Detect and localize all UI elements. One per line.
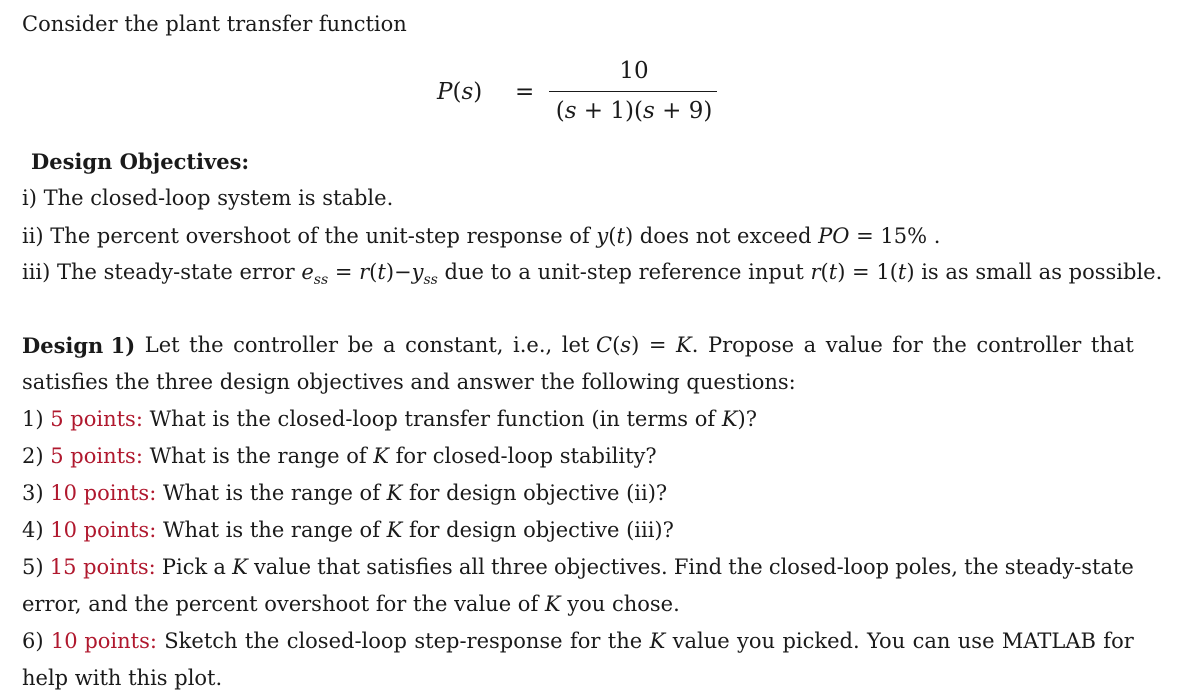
fraction-bar [549,91,717,92]
plant-denominator: (s + 1)(s + 9) [555,98,713,124]
design1-heading: Design 1) [22,333,136,358]
design1-intro-line1: Design 1) Let the controller be a constant, i.e., let C(s) = K. Propose a value for the controller that [22,333,1134,358]
equals-sign: = [515,79,535,105]
question-1-points: 5 points: [50,407,143,431]
design1-intro-line2: satisfies the three design objectives and answer the following questions: [22,370,796,394]
question-5-points: 15 points: [49,555,156,579]
objective-1: i) The closed-loop system is stable. [22,186,394,210]
plant-lhs: P(s) [437,79,483,105]
question-3-points: 10 points: [50,481,157,505]
objectives-heading: Design Objectives: [31,149,250,174]
question-5-cont: error, and the percent overshoot for the value of K you chose. [22,592,680,616]
plant-transfer-function [437,58,737,128]
objective-2: ii) The percent overshoot of the unit-step response of y(t) does not exceed PO = 15% . [22,224,941,248]
question-3: 3) 10 points: What is the range of K for design objective (ii)? [22,481,668,505]
objective-3: iii) The steady-state error $e_{ss} = r(t)-y_{ss}$ due to a unit-step reference input r(t) = 1(t) is as small as possible. [22,260,1163,288]
question-5: 5) 15 points: Pick a K value that satisfies all three objectives. Find the closed-loop poles, the steady-state [22,555,1134,579]
question-6: 6) 10 points: Sketch the closed-loop step-response for the K value you picked. You can use MATLAB for [22,629,1134,653]
question-2-points: 5 points: [50,444,143,468]
plant-numerator: 10 [619,58,649,84]
question-6-points: 10 points: [50,629,157,653]
question-4-points: 10 points: [50,518,157,542]
question-1: 1) 5 points: What is the closed-loop transfer function (in terms of K)? [22,407,757,431]
question-4: 4) 10 points: What is the range of K for design objective (iii)? [22,518,674,542]
intro-text: Consider the plant transfer function [22,12,407,36]
question-6-cont: help with this plot. [22,666,223,690]
question-2: 2) 5 points: What is the range of K for closed-loop stability? [22,444,657,468]
